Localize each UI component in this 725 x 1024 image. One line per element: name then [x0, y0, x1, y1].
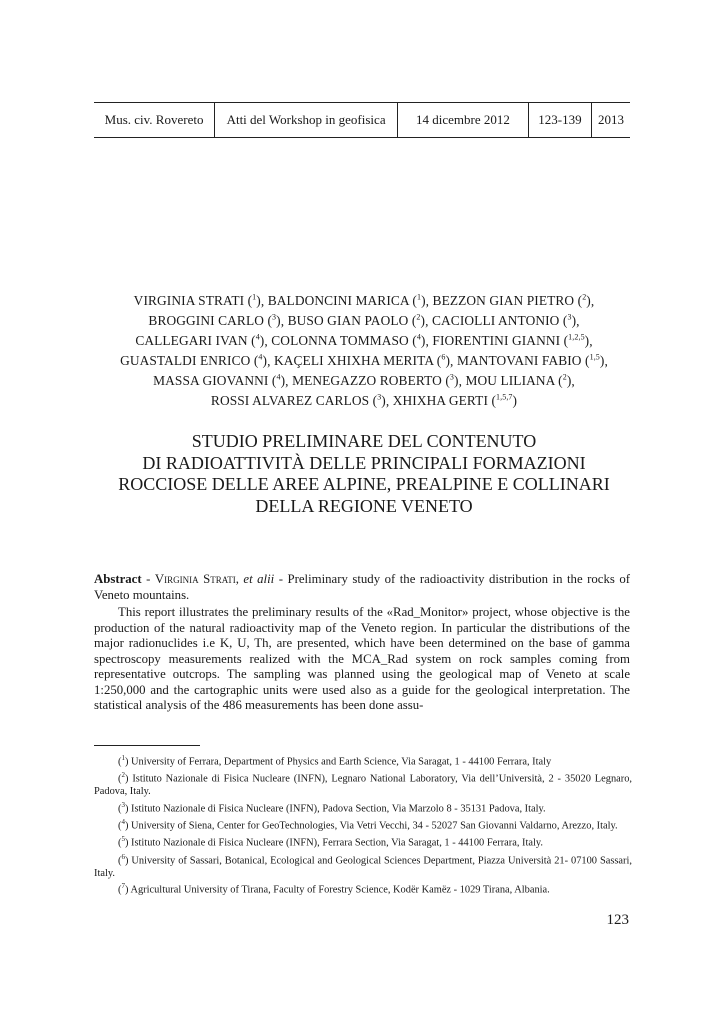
author-affiliation: 2: [582, 293, 587, 302]
author: MASSA GIOVANNI ($^4$): [153, 372, 286, 389]
author-name: VIRGINIA STRATI (: [133, 293, 253, 309]
header-series: Atti del Workshop in geofisica: [214, 103, 397, 137]
author-name: BALDONCINI MARICA (: [267, 293, 417, 309]
footnote: ($^7$) Agricultural University of Tirana, Faculty of Forestry Science, Kodër Kamëz - 1029 Tirana, Albania.: [118, 882, 550, 896]
author-affiliation: 4: [258, 352, 263, 362]
header-year: 2013: [591, 103, 630, 137]
journal-header: [94, 102, 630, 138]
abstract-intro: Abstract - Virginia Strati, et alii - Preliminary study of the radioactivity distribution in the rocks of Veneto mountains.: [94, 572, 630, 602]
author: MOU LILIANA ($^2$): [465, 372, 572, 389]
footnote: ($^6$) University of Sassari, Botanical, Ecological and Geological Sciences Department, Piazza Università 21- 07100 Sassari, Italy.: [94, 852, 632, 879]
abstract-intro-text: - Preliminary study of the radioactivity distribution in the rocks of Veneto mountains.: [94, 572, 630, 602]
author: BROGGINI CARLO ($^3$): [148, 312, 281, 329]
header-date: 14 dicembre 2012: [397, 103, 528, 137]
footnote: ($^3$) Istituto Nazionale di Fisica Nucleare (INFN), Padova Section, Via Marzolo 8 - 35131 Padova, Italy.: [118, 801, 546, 815]
title-line: STUDIO PRELIMINARE DEL CONTENUTO: [191, 431, 537, 451]
author-name: COLONNA TOMMASO (: [271, 333, 417, 349]
page-number: 123: [606, 912, 629, 928]
author: XHIXHA GERTI ($^{1,5,7}$): [392, 392, 518, 409]
author: MENEGAZZO ROBERTO ($^3$): [292, 372, 459, 389]
author-name: XHIXHA GERTI (: [392, 393, 497, 409]
author-name: MANTOVANI FABIO (: [456, 353, 590, 369]
footnote-text: ) Istituto Nazionale di Fisica Nucleare (INFN), Ferrara Section, Via Saragat, 1 - 44100 Ferrara, Italy.: [124, 837, 544, 849]
footnote-text: ) Istituto Nazionale di Fisica Nucleare (INFN), Legnaro National Laboratory, Via dell’Università, 2 - 35020 Legnaro, Padova, Italy.: [94, 773, 632, 798]
footnote-number: 4: [121, 818, 125, 827]
author: FIORENTINI GIANNI ($^{1,2,5}$): [432, 332, 590, 349]
author: VIRGINIA STRATI ($^1$): [133, 293, 261, 309]
author: MANTOVANI FABIO ($^{1,5}$): [456, 352, 605, 369]
author: BUSO GIAN PAOLO ($^2$): [287, 312, 426, 329]
author-name: FIORENTINI GIANNI (: [432, 333, 569, 349]
abstract: [94, 572, 630, 714]
footnote: ($^2$) Istituto Nazionale di Fisica Nucleare (INFN), Legnaro National Laboratory, Via dell’Università, 2 - 35020 Legnaro, Padova, Italy.: [94, 771, 632, 798]
author: CALLEGARI IVAN ($^4$): [135, 332, 265, 349]
title-line: DI RADIOATTIVITÀ DELLE PRINCIPALI FORMAZIONI: [142, 452, 586, 473]
footnote: ($^4$) University of Siena, Center for GeoTechnologies, Via Vetri Vecchi, 34 - 52027 San Giovanni Valdarno, Arezzo, Italy.: [118, 818, 618, 832]
footnote-number: 1: [121, 754, 125, 762]
footnote-separator: [94, 745, 200, 746]
footnote-text: ) University of Sassari, Botanical, Ecological and Geological Sciences Department, Piazza Università 21- 07100 Sassari, Italy.: [94, 855, 632, 879]
footnote-number: 2: [121, 771, 125, 780]
paper-title: [88, 431, 640, 517]
abstract-label: Abstract: [94, 572, 142, 586]
author-name: BROGGINI CARLO (: [148, 313, 273, 329]
author: COLONNA TOMMASO ($^4$): [271, 332, 426, 349]
author-name: CACIOLLI ANTONIO (: [432, 313, 568, 329]
title-line: ROCCIOSE DELLE AREE ALPINE, PREALPINE E COLLINARI: [118, 474, 610, 494]
footnote-text: ) Agricultural University of Tirana, Faculty of Forestry Science, Kodër Kamëz - 1029 Tirana, Albania.: [124, 884, 550, 896]
author-name: BEZZON GIAN PIETRO (: [432, 293, 583, 309]
author-name: ROSSI ALVAREZ CARLOS (: [210, 393, 378, 409]
author-name: CALLEGARI IVAN (: [135, 333, 256, 349]
author-name: MASSA GIOVANNI (: [153, 373, 277, 389]
footnote-number: 7: [121, 882, 125, 891]
author-affiliation: 6: [441, 352, 446, 362]
author: BEZZON GIAN PIETRO ($^2$): [432, 293, 591, 309]
author: GUASTALDI ENRICO ($^4$): [120, 352, 268, 369]
footnotes: [94, 752, 632, 898]
title-line: DELLA REGIONE VENETO: [255, 495, 473, 516]
author: KAÇELI XHIXHA MERITA ($^6$): [273, 352, 451, 369]
author-name: MENEGAZZO ROBERTO (: [292, 373, 450, 389]
footnote-number: 5: [121, 835, 125, 844]
header-pages: 123-139: [528, 103, 591, 137]
footnote-text: ) University of Siena, Center for GeoTechnologies, Via Vetri Vecchi, 34 - 52027 San Giovanni Valdarno, Arezzo, Italy.: [124, 820, 618, 832]
author-affiliation: 1,5,7: [496, 392, 513, 402]
author-affiliation: 1,2,5: [568, 332, 585, 342]
author-name: MOU LILIANA (: [465, 373, 563, 389]
author-affiliation: 2: [562, 372, 567, 382]
author: BALDONCINI MARICA ($^1$): [267, 293, 426, 309]
author-affiliation: 3: [272, 312, 277, 322]
author-affiliation: 4: [276, 372, 281, 382]
author-name: GUASTALDI ENRICO (: [120, 353, 259, 369]
author-affiliation: 4: [255, 332, 260, 342]
author-affiliation: 1: [416, 293, 422, 302]
abstract-body: This report illustrates the preliminary results of the «Rad_Monitor» project, whose objective is the production of the natural radioactivity map of the Veneto region. In particular the distributions of the major radionuclides i.e K, U, Th, are presented, which have been determined on the base of gamma spectroscopy measurements realized with the MCA_Rad system on rock samples coming from representative outcrops. The sampling was planned using the geological map of Veneto at scale 1:250,000 and the cartographic units were used also as a guide for the geological interpretation. The statistical analysis of the 486 measurements has been done assu-: [94, 605, 630, 712]
footnote: ($^1$) University of Ferrara, Department of Physics and Earth Science, Via Saragat, 1 - 44100 Ferrara, Italy: [118, 754, 552, 768]
author-affiliation: 1,5: [589, 352, 600, 362]
abstract-etalii: et alii: [243, 572, 275, 586]
footnote-number: 6: [121, 852, 125, 861]
footnote: ($^5$) Istituto Nazionale di Fisica Nucleare (INFN), Ferrara Section, Via Saragat, 1 - 44100 Ferrara, Italy.: [118, 835, 544, 849]
author-affiliation: 3: [377, 392, 382, 402]
author-affiliation: 3: [567, 312, 572, 322]
footnote-number: 3: [121, 801, 125, 810]
author: ROSSI ALVAREZ CARLOS ($^3$): [210, 392, 386, 409]
author: CACIOLLI ANTONIO ($^3$): [432, 312, 577, 329]
author-name: KAÇELI XHIXHA MERITA (: [273, 353, 442, 369]
author-name: BUSO GIAN PAOLO (: [287, 313, 417, 329]
header-journal: Mus. civ. Rovereto: [104, 112, 204, 127]
abstract-author: Virginia Strati: [154, 572, 236, 586]
author-affiliation: 2: [416, 312, 421, 322]
footnote-text: ) Istituto Nazionale di Fisica Nucleare (INFN), Padova Section, Via Marzolo 8 - 35131 Padova, Italy.: [124, 803, 546, 815]
author-list: VIRGINIA STRATI ($^1$), BALDONCINI MARICA ($^1$), BEZZON GIAN PIETRO ($^2$), BROGGINI CARLO ($^3$), BUSO GIAN PAOLO ($^2$), CACIOLLI ANTONIO ($^3$), CALLEGARI IVAN ($^4$), COLONNA TOMMASO ($^4$), FIORENTINI GIANNI ($^{1,2,5}$), GUASTALDI ENRICO ($^4$), KAÇELI XHIXHA MERITA ($^6$), MANTOVANI FABIO ($^{1,5}$), MASSA GIOVANNI ($^4$), MENEGAZZO ROBERTO ($^3$), MOU LILIANA ($^2$), ROSSI ALVAREZ CARLOS ($^3$), XHIXHA GERTI ($^{1,5,7}$): [120, 293, 608, 409]
author-affiliation: 1: [252, 293, 257, 302]
footnote-text: ) University of Ferrara, Department of Physics and Earth Science, Via Saragat, 1 - 44100 Ferrara, Italy: [124, 756, 552, 768]
author-affiliation: 4: [416, 332, 421, 342]
author-affiliation: 3: [449, 372, 454, 382]
